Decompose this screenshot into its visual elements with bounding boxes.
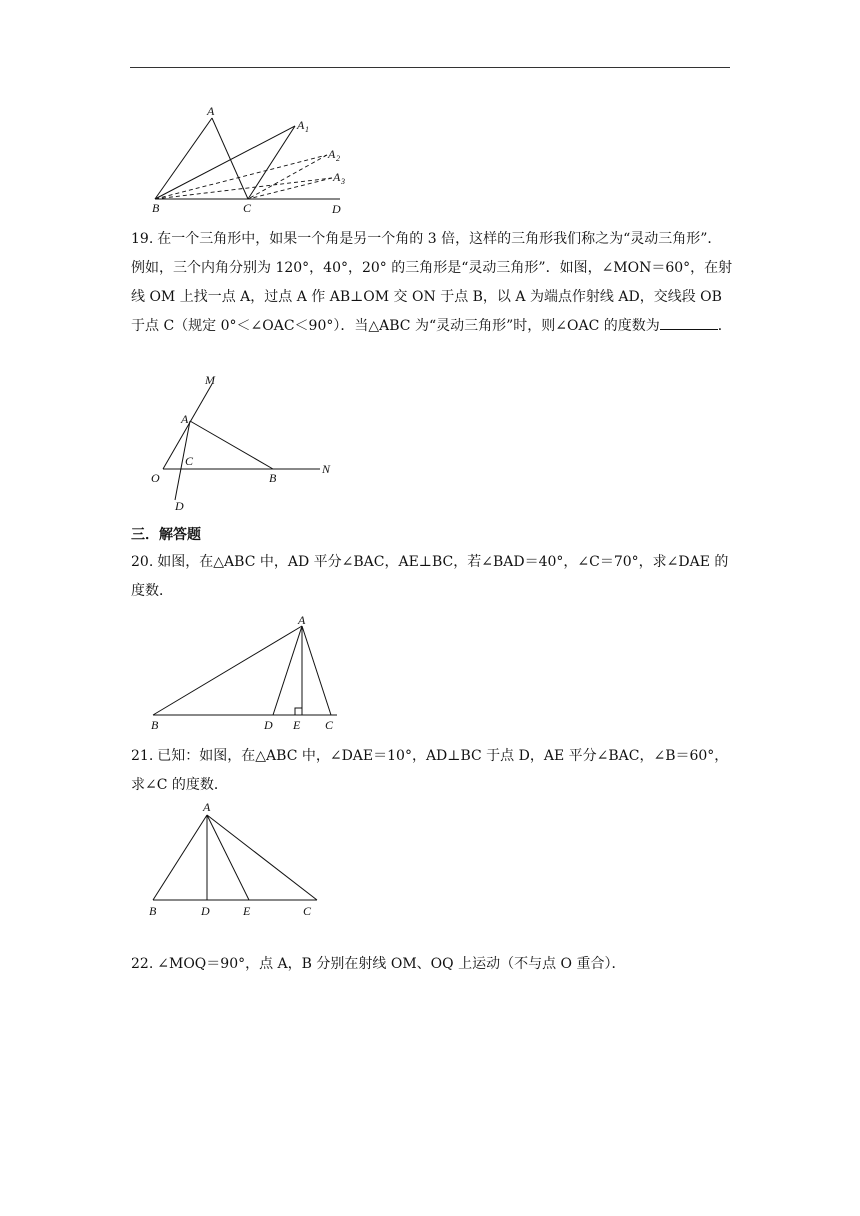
label-e: E <box>243 904 251 918</box>
question-text: 如图，在△ABC 中，AD 平分∠BAC，AE⊥BC，若∠BAD＝40°，∠C＝70°，求∠DAE 的度数． <box>131 554 729 599</box>
figure-triangles-a1-a2-a3 <box>140 100 360 220</box>
label-a1: A <box>297 118 305 132</box>
label-e: E <box>293 718 301 732</box>
question-22 <box>131 950 733 979</box>
label-b: B <box>152 201 160 215</box>
question-20 <box>131 548 733 606</box>
label-d: D <box>201 904 210 918</box>
label-b: B <box>269 471 277 485</box>
answer-blank[interactable] <box>660 313 718 330</box>
label-b: B <box>151 718 159 732</box>
label-c: C <box>243 201 252 215</box>
label-d: D <box>332 202 341 216</box>
label-a: A <box>207 104 215 118</box>
figure-triangle-abc-q20 <box>145 612 345 737</box>
question-text: 已知：如图，在△ABC 中，∠DAE＝10°，AD⊥BC 于点 D，AE 平分∠BAC，∠B＝60°，求∠C 的度数． <box>131 748 729 793</box>
header-rule <box>130 67 730 68</box>
question-text: ∠MOQ＝90°，点 A，B 分别在射线 OM、OQ 上运动（不与点 O 重合）． <box>157 956 626 972</box>
question-19 <box>131 225 733 341</box>
label-a: A <box>181 412 189 426</box>
label-c: C <box>185 454 194 468</box>
label-a2: A <box>328 147 336 161</box>
question-text-end: ． <box>717 318 732 334</box>
question-number: 20. <box>131 554 154 570</box>
label-n: N <box>322 462 331 476</box>
label-a: A <box>203 800 211 814</box>
label-c: C <box>325 718 334 732</box>
question-21 <box>131 742 733 800</box>
figure-triangle-abc-q21 <box>145 798 335 923</box>
label-m: M <box>205 373 215 387</box>
question-number: 22. <box>131 956 154 972</box>
label-d: D <box>175 499 184 512</box>
label-c: C <box>303 904 312 918</box>
question-number: 21. <box>131 748 154 764</box>
label-a1-sub: 1 <box>305 125 309 134</box>
label-b: B <box>149 904 157 918</box>
question-text: 在一个三角形中，如果一个角是另一个角的 3 倍，这样的三角形我们称之为“灵动三角形”．例如，三个内角分别为 120°，40°，20° 的三角形是“灵动三角形”．如图，∠MON＝60°，在射线 OM 上找一点 A，过点 A 作 AB⊥OM 交 ON 于点 B，以 A 为端点作射线 AD，交线段 OB 于点 C（规定 0°＜∠OAC＜90°）．当△ABC 为“灵动三角形”时，则∠OAC 的度数为 <box>131 231 733 334</box>
label-a3-sub: 3 <box>341 177 345 186</box>
section-title: 三．解答题 <box>131 527 201 543</box>
label-a: A <box>298 613 306 627</box>
question-number: 19. <box>131 231 154 247</box>
label-d: D <box>264 718 273 732</box>
label-a3: A <box>333 170 341 184</box>
label-a2-sub: 2 <box>336 154 340 163</box>
figure-mon-angle <box>145 372 345 512</box>
label-o: O <box>151 471 160 485</box>
